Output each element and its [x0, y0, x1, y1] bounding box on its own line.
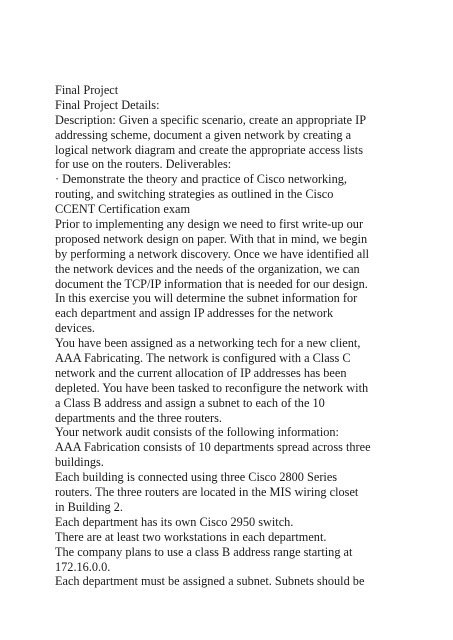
text-line: addressing scheme, document a given network by creating a	[55, 127, 352, 142]
text-line: document the TCP/IP information that is needed for our design.	[55, 276, 368, 291]
text-line: in Building 2.	[55, 499, 123, 514]
text-line: routers. The three routers are located in the MIS wiring closet	[55, 485, 359, 500]
bullet-line: · Demonstrate the theory and practice of Cisco networking,	[55, 172, 347, 187]
text-line: Each department has its own Cisco 2950 switch.	[55, 514, 294, 529]
text-line: CCENT Certification exam	[55, 202, 191, 217]
text-line: by performing a network discovery. Once we have identified all	[55, 246, 370, 261]
details-heading: Final Project Details:	[55, 97, 160, 112]
text-line: In this exercise you will determine the subnet information for	[55, 291, 358, 306]
document-title: Final Project	[55, 83, 119, 97]
text-line: Each department must be assigned a subnet. Subnets should be	[55, 574, 365, 589]
text-line: AAA Fabricating. The network is configured with a Class C	[55, 351, 351, 366]
text-line: proposed network design on paper. With that in mind, we begin	[55, 231, 368, 246]
text-line: The company plans to use a class B address range starting at	[55, 544, 353, 559]
text-line: each department and assign IP addresses for the network	[55, 306, 334, 321]
text-line: Each building is connected using three Cisco 2800 Series	[55, 470, 338, 485]
text-line: departments and the three routers.	[55, 410, 222, 425]
text-line: You have been assigned as a networking tech for a new client,	[55, 336, 361, 351]
document-body	[55, 83, 450, 589]
text-line: devices.	[55, 321, 95, 336]
text-line: There are at least two workstations in each department.	[55, 529, 327, 544]
text-line: for use on the routers. Deliverables:	[55, 157, 232, 172]
text-line: the network devices and the needs of the organization, we can	[55, 261, 360, 276]
text-line: AAA Fabrication consists of 10 departments spread across three	[55, 440, 371, 455]
text-line: Your network audit consists of the following information:	[55, 425, 339, 440]
text-line: depleted. You have been tasked to reconfigure the network with	[55, 380, 369, 395]
text-line: buildings.	[55, 455, 104, 470]
text-line: Description: Given a specific scenario, create an appropriate IP	[55, 112, 367, 127]
text-line: 172.16.0.0.	[55, 559, 111, 574]
text-line: Prior to implementing any design we need to first write-up our	[55, 217, 364, 232]
text-line: logical network diagram and create the appropriate access lists	[55, 142, 363, 157]
text-line: network and the current allocation of IP addresses has been	[55, 365, 347, 380]
text-line: routing, and switching strategies as outlined in the Cisco	[55, 187, 334, 202]
text-line: a Class B address and assign a subnet to each of the 10	[55, 395, 325, 410]
